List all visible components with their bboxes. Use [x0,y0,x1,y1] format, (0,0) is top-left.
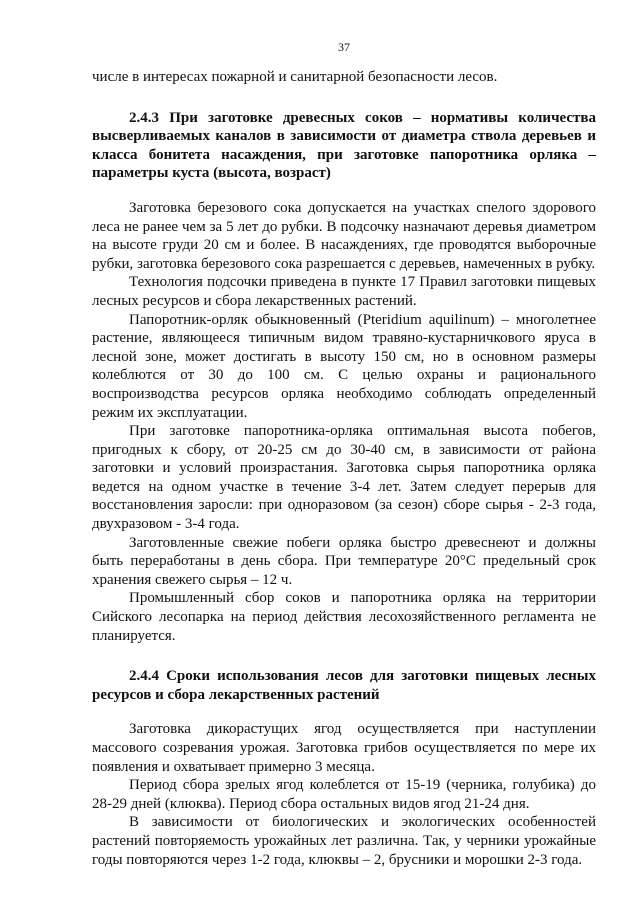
paragraph-industrial-collection: Промышленный сбор соков и папоротника орляка на территории Сийского лесопарка на период действия лесохозяйственного регламента не планируется. [92,590,596,644]
paragraph-tapping-technology: Технология подсочки приведена в пункте 17 Правил заготовки пищевых лесных ресурсов и сбора лекарственных растений. [92,274,596,309]
paragraph-berry-period: Период сбора зрелых ягод колеблется от 15-19 (черника, голубика) до 28-29 дней (клюква). Период сбора остальных видов ягод 21-24 дня. [92,777,596,812]
paragraph-bracken-description: Папоротник-орляк обыкновенный (Pteridium aquilinum) – многолетнее растение, являющееся типичным видом травяно-кустарничкового яруса в лесной зоне, может достигать в высоту 150 см, но в основном размеры колеблются от 30 до 100 см. С целью охраны и рационального воспроизводства ресурсов орляка необходимо соблюдать определенный режим их эксплуатации. [92,311,596,421]
section-heading-2-4-3: 2.4.3 При заготовке древесных соков – нормативы количества высверливаемых каналов в зависимости от диаметра ствола деревьев и класса бонитета насаждения, при заготовке папоротника орляка – параметры куста (высота, возраст) [92,109,596,182]
paragraph-continuation: числе в интересах пожарной и санитарной безопасности лесов. [92,69,498,85]
paragraph-berry-harvest: Заготовка дикорастущих ягод осуществляется при наступлении массового созревания урожая. Заготовка грибов осуществляется по мере их появления и охватывает примерно 3 месяца. [92,721,596,775]
paragraph-bracken-harvest: При заготовке папоротника-орляка оптимальная высота побегов, пригодных к сбору, от 20-25 см до 30-40 см, в зависимости от района заготовки и условий произрастания. Заготовка сырья папоротника орляка ведется на одном участке в течение 3-4 лет. Затем следует перерыв для восстановления заросли: при одноразовом (за сезон) сборе сырья - 2-3 года, двухразовом - 3-4 года. [92,423,596,533]
paragraph-yield-years: В зависимости от биологических и экологических особенностей растений повторяемость урожайных лет различна. Так, у черники урожайные годы повторяются через 1-2 года, клюквы – 2, брусники и морошки 2-3 года. [92,814,596,868]
document-page [92,40,596,869]
page-number: 37 [338,40,350,54]
section-heading-2-4-4: 2.4.4 Сроки использования лесов для заготовки пищевых лесных ресурсов и сбора лекарственных растений [92,668,596,703]
paragraph-bracken-storage: Заготовленные свежие побеги орляка быстро древеснеют и должны быть переработаны в день сбора. При температуре 20°С предельный срок хранения свежего сырья – 12 ч. [92,534,596,588]
paragraph-birch-sap: Заготовка березового сока допускается на участках спелого здорового леса не ранее чем за 5 лет до рубки. В подсочку назначают деревья диаметром на высоте груди 20 см и более. В насаждениях, где проводятся выборочные рубки, заготовка березового сока разрешается с деревьев, намеченных в рубку. [92,199,596,272]
